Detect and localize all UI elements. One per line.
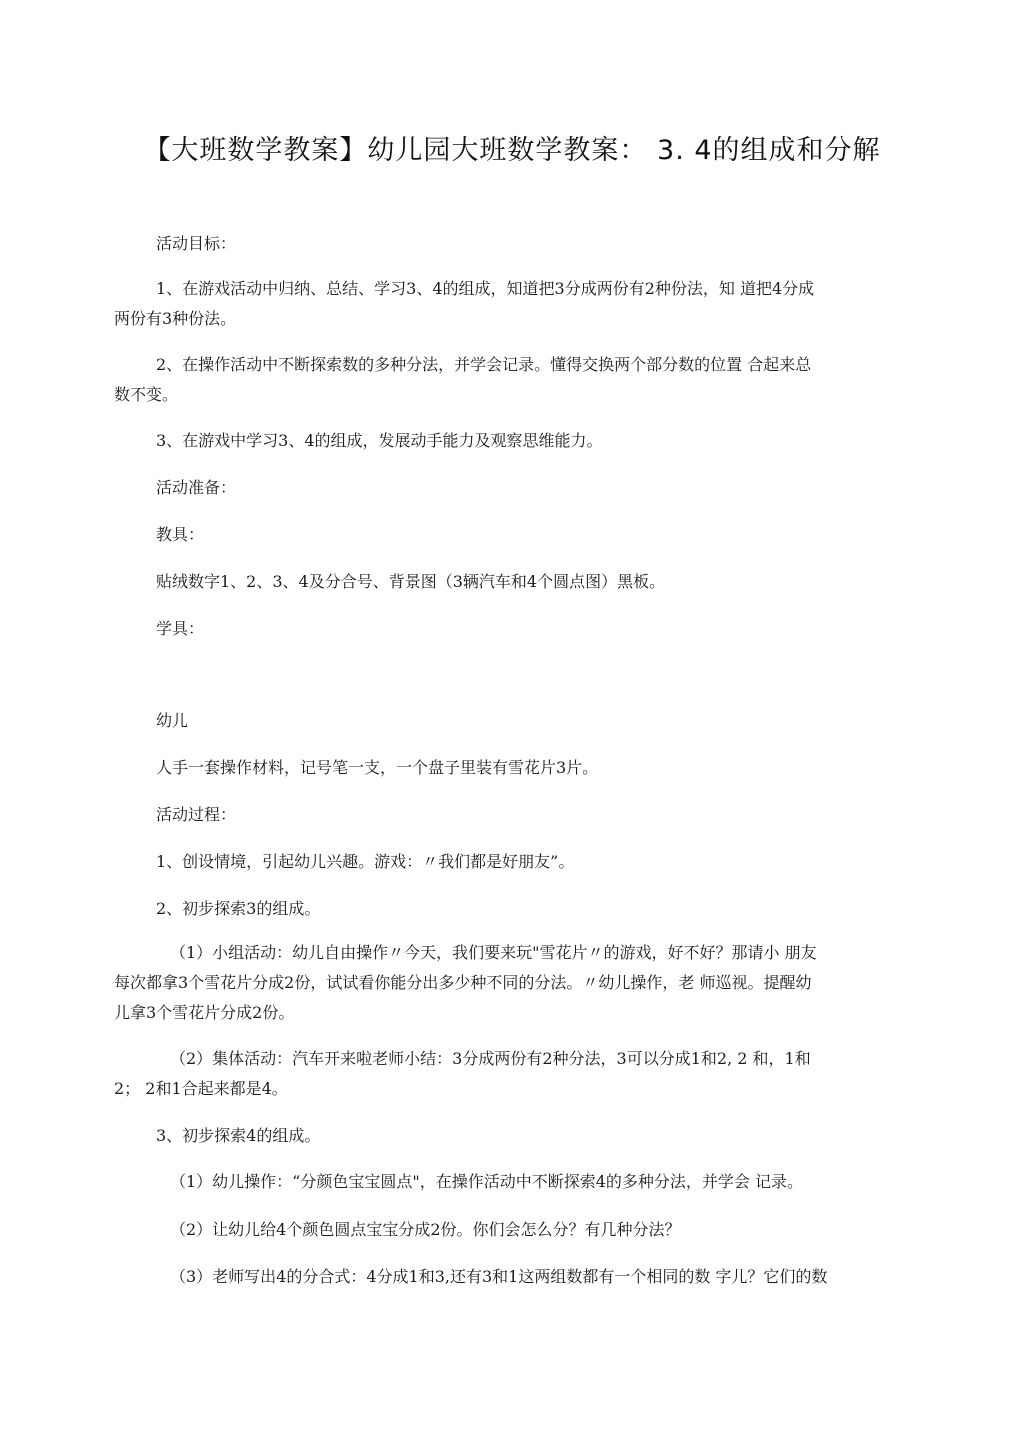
step-2-1-paragraph [114, 938, 914, 1028]
document-title: 【大班数学教案】幼儿园大班数学教案： 3. 4的组成和分解 [143, 135, 881, 166]
step-2-1-line-3: 儿拿3个雪花片分成2份。 [114, 1003, 295, 1022]
objective-2-paragraph [114, 350, 914, 410]
step-1: 1、创设情境，引起幼儿兴趣。游戏：〃我们都是好朋友”。 [156, 852, 575, 871]
teaching-aids-heading: 教具： [156, 525, 205, 544]
objective-3: 3、在游戏中学习3、4的组成，发展动手能力及观察思维能力。 [156, 431, 603, 450]
objective-1-paragraph [114, 274, 914, 334]
step-2-1-line-1: （1）小组活动：幼儿自由操作〃今天，我们要来玩"雪花片〃的游戏，好不好？那请小 朋友 [170, 943, 817, 962]
children-materials: 人手一套操作材料，记号笔一支，一个盘子里装有雪花片3片。 [156, 758, 599, 777]
step-2: 2、初步探索3的组成。 [156, 899, 321, 918]
step-3-1: （1）幼儿操作：“分颜色宝宝圆点"，在操作活动中不断探索4的多种分法，并学会 记录。 [170, 1172, 803, 1191]
step-3: 3、初步探索4的组成。 [156, 1126, 321, 1145]
teaching-aids-text: 贴绒数字1、2、3、4及分合号、背景图（3辆汽车和4个圆点图）黑板。 [156, 572, 666, 591]
objectives-heading: 活动目标： [156, 234, 237, 253]
prep-heading: 活动准备： [156, 478, 237, 497]
step-2-2-line-2: 2； 2和1合起来都是4。 [114, 1079, 288, 1098]
children-label: 幼儿 [156, 711, 189, 730]
process-heading: 活动过程： [156, 805, 237, 824]
step-2-2-line-1: （2）集体活动：汽车开来啦老师小结：3分成两份有2种分法，3可以分成1和2, 2 和，1和 [170, 1049, 811, 1068]
step-2-2-paragraph [114, 1044, 914, 1104]
objective-2-line-2: 数不变。 [114, 385, 179, 404]
objective-2-line-1: 2、在操作活动中不断探索数的多种分法，并学会记录。懂得交换两个部分数的位置 合起来总 [156, 355, 812, 374]
learning-aids-heading: 学具： [156, 619, 205, 638]
step-3-3: （3）老师写出4的分合式：4分成1和3,还有3和1这两组数都有一个相同的数 字儿？它们的数 [170, 1267, 828, 1286]
objective-1-line-1: 1、在游戏活动中归纳、总结、学习3、4的组成，知道把3分成两份有2种份法，知 道把4分成 [156, 279, 815, 298]
step-3-2: （2）让幼儿给4个颜色圆点宝宝分成2份。你们会怎么分？有几种分法？ [170, 1220, 681, 1239]
step-2-1-line-2: 每次都拿3个雪花片分成2份，试试看你能分出多少种不同的分法。〃幼儿操作，老 师巡视。提醒幼 [114, 973, 812, 992]
objective-1-line-2: 两份有3种份法。 [114, 309, 237, 328]
